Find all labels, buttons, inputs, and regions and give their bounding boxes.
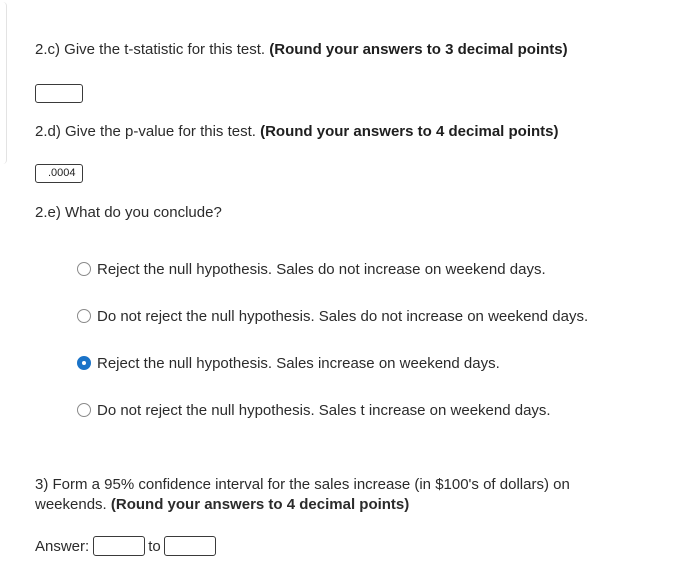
conclusion-option-label: Do not reject the null hypothesis. Sales t increase on weekend days.	[97, 401, 551, 419]
question-2c	[35, 40, 568, 60]
conclusion-option-label: Reject the null hypothesis. Sales increase on weekend days.	[97, 354, 500, 372]
radio-unselected-icon[interactable]	[77, 309, 91, 323]
question-2e: 2.e) What do you conclude?	[35, 204, 222, 221]
ci-lower-input[interactable]	[93, 536, 145, 556]
conclusion-option-1[interactable]	[77, 259, 546, 279]
t-statistic-input[interactable]	[35, 84, 83, 103]
question-2c-instruction: (Round your answers to 3 decimal points)	[269, 41, 568, 58]
conclusion-option-label: Reject the null hypothesis. Sales do not increase on weekend days.	[97, 260, 546, 278]
question-3-instruction: (Round your answers to 4 decimal points)	[110, 496, 410, 513]
to-label: to	[148, 537, 161, 555]
question-3-text: 3) Form a 95% confidence interval for the sales increase (in $100's of dollars) on weekends.	[35, 476, 570, 513]
question-2d	[35, 122, 558, 142]
confidence-interval-answer	[35, 535, 216, 557]
conclusion-option-3[interactable]	[77, 353, 500, 373]
ci-upper-input[interactable]	[164, 536, 216, 556]
left-panel-edge	[0, 2, 7, 164]
radio-selected-icon[interactable]	[77, 356, 91, 370]
radio-unselected-icon[interactable]	[77, 403, 91, 417]
answer-label: Answer:	[35, 537, 90, 555]
question-2d-text: 2.d) Give the p-value for this test.	[35, 123, 261, 140]
question-2c-text: 2.c) Give the t-statistic for this test.	[35, 41, 270, 58]
question-2d-instruction: (Round your answers to 4 decimal points)	[260, 123, 559, 140]
conclusion-option-4[interactable]	[77, 400, 551, 420]
conclusion-option-label: Do not reject the null hypothesis. Sales do not increase on weekend days.	[97, 307, 589, 325]
question-3	[35, 475, 635, 515]
radio-unselected-icon[interactable]	[77, 262, 91, 276]
p-value-input[interactable]: .0004	[35, 164, 83, 183]
conclusion-option-2[interactable]	[77, 306, 588, 326]
